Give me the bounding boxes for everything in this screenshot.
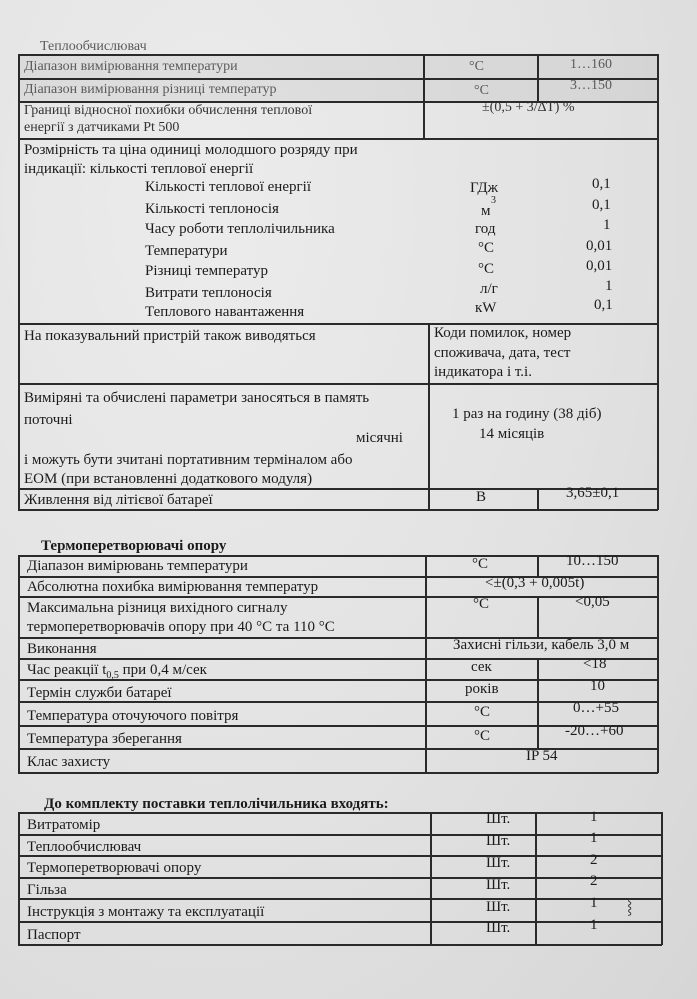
sensor-row-label: Діапазон вимірювань температури <box>27 558 248 574</box>
resolution-item-value: 0,01 <box>586 238 613 254</box>
calc-row-label: Розмірність та ціна одиниці молодшого розряду при <box>24 142 358 158</box>
rule <box>18 54 20 510</box>
rule <box>537 658 539 749</box>
sensor-row-label: Максимальна різниця вихідного сигналу <box>27 600 288 616</box>
resolution-item-value: 1 <box>605 278 613 294</box>
rule <box>18 725 658 727</box>
rule <box>657 555 659 773</box>
kit-row-unit: Шт. <box>486 899 511 915</box>
calc-row-unit: °С <box>469 59 484 74</box>
kit-row-qty: 1 <box>590 917 598 933</box>
resolution-item-unit-superscript: 3 <box>491 195 496 206</box>
calc-title: Теплообчислювач <box>40 39 147 54</box>
resolution-item-unit: л/г <box>480 281 498 297</box>
resolution-item-value: 0,1 <box>594 297 613 313</box>
sensor-row-label: Клас захисту <box>27 754 111 770</box>
kit-row-label: Теплообчислювач <box>27 839 142 855</box>
resolution-item-unit: год <box>475 221 496 237</box>
kit-row-qty: 2 <box>590 873 598 889</box>
sensor-row-unit: °С <box>474 728 491 744</box>
kit-row-unit: Шт. <box>486 811 511 827</box>
calc-row-label: Діапазон вимірювання різниці температур <box>24 82 277 97</box>
sensor-row-unit: °С <box>474 704 491 720</box>
sensor-title: Термоперетворювачі опору <box>41 538 227 554</box>
calc-row-value: 1 раз на годину (38 діб) <box>452 406 602 422</box>
kit-row-label: Термоперетворювачі опору <box>27 860 202 876</box>
sensor-row-value: IP 54 <box>526 748 558 764</box>
calc-row-value: 3,65±0,1 <box>566 485 620 501</box>
sensor-row-value: <0,05 <box>575 594 610 610</box>
resolution-item-label: Кількості теплоносія <box>145 201 279 217</box>
calc-row-value: 14 місяців <box>479 426 545 442</box>
rule <box>18 812 20 945</box>
sensor-row-label-subscript: 0,5 <box>106 670 119 681</box>
kit-row-label: Паспорт <box>27 927 81 943</box>
calc-row-label: місячні <box>356 430 403 446</box>
resolution-item-label: Часу роботи теплолічильника <box>145 221 335 237</box>
rule <box>537 555 539 577</box>
resolution-item-unit: ГДж <box>470 180 498 196</box>
resolution-item-label: Теплового навантаження <box>145 304 305 320</box>
calc-row-label: На показувальний пристрій також виводяться <box>24 328 316 344</box>
resolution-item-value: 0,01 <box>586 258 613 274</box>
kit-row-qty: 1 <box>590 895 598 911</box>
resolution-item-label: Температури <box>145 243 228 259</box>
resolution-item-value: 0,1 <box>592 197 611 213</box>
rule <box>18 855 662 857</box>
rule <box>661 812 663 945</box>
sensor-row-value: Захисні гільзи, кабель 3,0 м <box>453 637 630 653</box>
kit-row-unit: Шт. <box>486 833 511 849</box>
rule <box>18 509 658 511</box>
calc-row-label: і можуть бути зчитані портативним терміналом або <box>24 452 353 468</box>
sensor-row-value: 0…+55 <box>573 700 619 716</box>
rule <box>18 944 662 946</box>
kit-row-unit: Шт. <box>486 855 511 871</box>
calc-row-label: індикації: кількості теплової енергії <box>24 161 254 177</box>
kit-row-qty: 1 <box>590 809 598 825</box>
sensor-row-label: Абсолютна похибка вимірювання температур <box>27 579 319 595</box>
rule <box>537 488 539 509</box>
rule <box>425 555 427 773</box>
sensor-row-label: Виконання <box>27 641 97 657</box>
rule <box>535 812 537 945</box>
rule <box>18 772 658 774</box>
sensor-row-label: Температура зберегання <box>27 731 182 747</box>
rule <box>18 812 662 814</box>
resolution-item-label: Витрати теплоносія <box>145 285 272 301</box>
sensor-row-unit: °С <box>472 556 489 572</box>
resolution-item-unit: м <box>481 203 491 219</box>
rule <box>18 748 658 750</box>
kit-row-label: Гільза <box>27 882 67 898</box>
resolution-item-label: Різниці температур <box>145 263 268 279</box>
rule <box>18 555 658 557</box>
rule <box>423 54 425 139</box>
calc-row-value: ±(0,5 + 3/∆T) % <box>482 100 575 115</box>
rule <box>18 78 658 80</box>
resolution-item-unit: кW <box>475 300 497 316</box>
rule <box>537 596 539 638</box>
sensor-row-unit: °С <box>473 596 490 612</box>
rule <box>18 658 658 660</box>
rule <box>430 812 432 945</box>
rule <box>18 383 658 385</box>
rule <box>18 138 658 140</box>
kit-row-qty: 2 <box>590 852 598 868</box>
kit-row-qty: 1 <box>590 830 598 846</box>
calc-row-value: індикатора і т.і. <box>434 364 532 380</box>
rule <box>18 596 658 598</box>
resolution-item-unit: °С <box>478 261 495 277</box>
calc-row-unit: В <box>476 489 487 505</box>
resolution-item-unit: °С <box>478 240 495 256</box>
kit-row-unit: Шт. <box>486 920 511 936</box>
sensor-row-value: -20…+60 <box>565 723 624 739</box>
rule <box>18 488 658 490</box>
rule <box>18 898 662 900</box>
kit-row-unit: Шт. <box>486 877 511 893</box>
sensor-row-label: Термін служби батареї <box>27 685 172 701</box>
calc-row-label: поточні <box>24 412 73 428</box>
calc-row-label: Виміряні та обчислені параметри заносяться в память <box>24 390 370 406</box>
sensor-row-label: Температура оточуючого повітря <box>27 708 239 724</box>
resolution-item-value: 1 <box>603 217 611 233</box>
calc-row-label: Живлення від літієвої батареї <box>24 492 213 508</box>
sensor-row-value: <±(0,3 + 0,005t) <box>485 575 585 591</box>
calc-row-label: ЕОМ (при встановленні додаткового модуля) <box>24 471 313 487</box>
calc-row-unit: °С <box>474 83 489 98</box>
sensor-row-value: 10 <box>590 678 605 694</box>
sensor-row-label-main: Час реакції t <box>27 662 107 678</box>
rule <box>18 701 658 703</box>
kit-title: До комплекту поставки теплолічильника входять: <box>44 796 389 812</box>
calc-row-value: 3…150 <box>570 78 612 93</box>
calc-row-value: Коди помилок, номер <box>434 325 572 341</box>
sensor-row-value: <18 <box>583 656 607 672</box>
calc-row-label: Діапазон вимірювання температури <box>24 59 238 74</box>
calc-row-label: Границі відносної похибки обчислення теплової <box>24 103 313 118</box>
calc-row-value: споживача, дата, тест <box>434 345 571 361</box>
sensor-row-label <box>27 663 207 681</box>
sensor-row-unit: сек <box>471 659 492 675</box>
resolution-item-label: Кількості теплової енергії <box>145 179 311 195</box>
rule <box>18 877 662 879</box>
sensor-row-value: 10…150 <box>566 553 619 569</box>
sensor-row-unit: років <box>465 681 499 697</box>
rule <box>657 54 659 510</box>
rule <box>428 323 430 509</box>
sensor-row-label: термоперетворювачів опору при 40 °С та 110 °С <box>27 619 335 635</box>
rule <box>18 834 662 836</box>
rule <box>18 555 20 773</box>
calc-row-value: 1…160 <box>570 57 612 72</box>
resolution-item-value: 0,1 <box>592 176 611 192</box>
rule <box>537 54 539 102</box>
pen-mark: ⸾ <box>627 899 633 915</box>
rule <box>18 921 662 923</box>
calc-row-label: енергії з датчиками Pt 500 <box>24 120 180 135</box>
sensor-row-label-tail: при 0,4 м/сек <box>122 662 207 678</box>
kit-row-label: Інструкція з монтажу та експлуатації <box>27 904 265 920</box>
rule <box>18 54 658 56</box>
kit-row-label: Витратомір <box>27 817 101 833</box>
